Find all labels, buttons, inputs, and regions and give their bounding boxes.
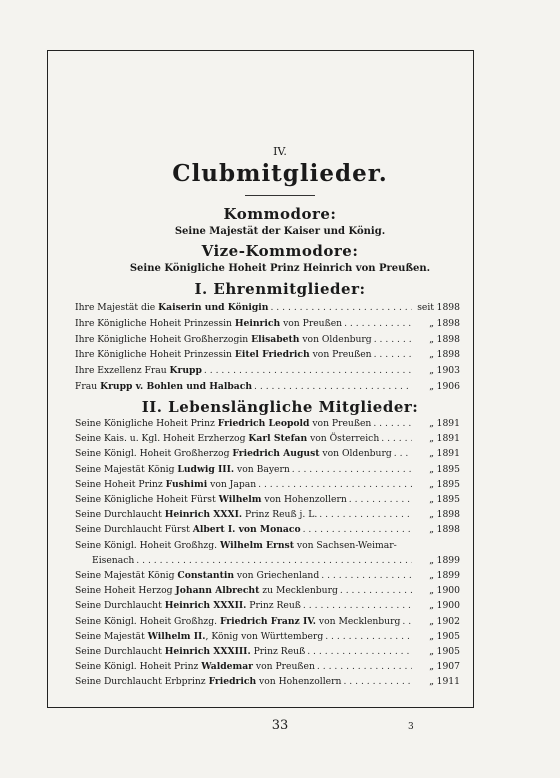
list-item: [75, 433, 460, 448]
member-name: Seine Königl. Hoheit Großhzg. Wilhelm Ernst von Sachsen-Weimar-: [75, 539, 397, 551]
ditto-mark: „: [429, 333, 434, 345]
leader-dots: [372, 334, 412, 345]
member-name-bold: Constantin: [177, 570, 235, 581]
list-item: [75, 365, 460, 380]
list-item: [75, 494, 460, 509]
member-name-bold: Heinrich XXXIII.: [164, 646, 251, 657]
member-name: Seine Durchlaucht Erbprinz Friedrich von Hohenzollern: [75, 676, 342, 688]
member-name: Seine Majestät Wilhelm II., König von Württemberg: [75, 630, 324, 642]
ditto-mark: „: [429, 433, 434, 445]
ditto-mark: „: [429, 349, 434, 361]
leader-dots: [268, 302, 412, 313]
ditto-mark: „: [429, 463, 434, 475]
member-year: 1905: [436, 630, 460, 642]
leader-dots: [305, 646, 412, 657]
member-year: 1911: [436, 676, 460, 688]
member-year: 1898: [436, 524, 460, 536]
leader-dots: [202, 365, 412, 376]
list-item: [75, 616, 460, 631]
member-name: Ihre Majestät die Kaiserin und Königin: [75, 302, 269, 313]
ditto-mark: „: [429, 365, 434, 377]
leader-dots: [256, 479, 412, 490]
member-name: Seine Majestät König Constantin von Griechenland: [75, 570, 320, 581]
member-name: Seine Hoheit Prinz Fushimi von Japan: [75, 478, 257, 490]
member-year: 1903: [436, 365, 460, 377]
leader-dots: [372, 349, 412, 360]
list-item: [75, 334, 460, 349]
member-year: 1895: [436, 478, 460, 490]
ehrenmitglieder-heading: I. Ehrenmitglieder:: [194, 280, 366, 298]
list-item: [75, 464, 460, 479]
member-name: Seine Majestät König Ludwig III. von Bayern: [75, 463, 290, 475]
leader-dots: [134, 555, 412, 566]
page-number: 33: [271, 718, 289, 733]
member-name-bold: Heinrich XXXII.: [164, 600, 247, 612]
member-year: 1899: [436, 554, 460, 566]
leader-dots: [347, 494, 412, 505]
member-name: Seine Durchlaucht Heinrich XXXIII. Prinz Reuß: [75, 646, 306, 657]
ditto-mark: „: [429, 585, 434, 597]
list-item: [75, 631, 460, 646]
leader-dots: [301, 524, 412, 535]
leader-dots: [400, 616, 412, 627]
member-name-bold: Elisabeth: [251, 333, 300, 345]
member-name: Seine Durchlaucht Heinrich XXXII. Prinz Reuß: [75, 600, 301, 612]
member-name-bold: Friedrich: [208, 676, 257, 688]
member-name-bold: Wilhelm II.: [147, 630, 206, 642]
ditto-mark: „: [429, 494, 434, 505]
member-name-bold: Eitel Friedrich: [234, 349, 310, 361]
list-item: [75, 418, 460, 433]
member-name-bold: Albert I. von Monaco: [192, 524, 301, 536]
member-name-bold: Friedrich August: [232, 448, 320, 460]
title-rule: [245, 195, 315, 196]
ditto-mark: „: [429, 676, 434, 688]
leader-dots: [338, 585, 412, 596]
member-year: 1900: [436, 600, 460, 612]
ditto-mark: „: [429, 418, 434, 429]
page-title: Clubmitglieder.: [172, 160, 388, 187]
member-year: 1891: [436, 433, 460, 445]
list-item: [75, 570, 460, 585]
member-name: Frau Krupp v. Bohlen und Halbach: [75, 381, 253, 392]
list-item: [75, 646, 460, 661]
list-item: [75, 661, 460, 676]
member-name: Seine Königl. Hoheit Prinz Waldemar von Preußen: [75, 661, 315, 673]
member-name: Seine Durchlaucht Heinrich XXXI. Prinz Reuß j. L.: [75, 509, 318, 521]
member-year: 1905: [436, 646, 460, 657]
member-year: 1898: [436, 302, 460, 313]
leader-dots: [342, 318, 412, 329]
vize-kommodore-text: Seine Königliche Hoheit Prinz Heinrich von Preußen.: [129, 263, 431, 274]
member-year: 1891: [436, 418, 460, 429]
member-name: Seine Durchlaucht Fürst Albert I. von Monaco: [75, 524, 301, 536]
ditto-mark: „: [429, 646, 434, 657]
member-year: 1895: [436, 494, 460, 505]
member-name: Seine Königliche Hoheit Prinz Friedrich Leopold von Preußen: [75, 418, 372, 429]
member-name-bold: Kaiserin und Königin: [158, 302, 269, 313]
member-name-bold: Friedrich Franz IV.: [219, 615, 316, 627]
member-name-bold: Fushimi: [165, 478, 208, 490]
leader-dots: [319, 570, 412, 581]
member-year: 1899: [436, 570, 460, 581]
leader-dots: [252, 381, 412, 392]
member-year: 1895: [436, 463, 460, 475]
member-name: Seine Kais. u. Kgl. Hoheit Erzherzog Karl Stefan von Österreich: [75, 433, 380, 445]
signature-mark: 3: [408, 722, 414, 732]
member-name: Ihre Exzellenz Frau Krupp: [75, 365, 202, 377]
list-item: [75, 676, 460, 691]
ditto-mark: seit: [417, 302, 434, 313]
member-year: 1900: [436, 585, 460, 597]
member-name: Eisenach: [92, 554, 135, 566]
list-item: [75, 540, 460, 555]
leader-dots: [392, 448, 412, 459]
member-name-bold: Heinrich: [234, 317, 281, 329]
kommodore-heading: Kommodore:: [223, 205, 337, 223]
member-name-bold: Waldemar: [201, 661, 253, 673]
list-item: [75, 349, 460, 364]
ditto-mark: „: [429, 381, 434, 392]
member-year: 1907: [436, 661, 460, 673]
member-name-bold: Johann Albrecht: [175, 585, 260, 597]
list-item: [75, 509, 460, 524]
member-name: Seine Königl. Hoheit Großherzog Friedrich August von Oldenburg: [75, 448, 392, 460]
ditto-mark: „: [429, 570, 434, 581]
member-name: Seine Hoheit Herzog Johann Albrecht zu Mecklenburg: [75, 585, 338, 597]
leader-dots: [371, 418, 412, 429]
leader-dots: [317, 509, 412, 520]
member-year: 1898: [436, 509, 460, 521]
ditto-mark: „: [429, 615, 434, 627]
list-item: [75, 381, 460, 396]
member-name: Ihre Königliche Hoheit Großherzogin Elisabeth von Oldenburg: [75, 333, 372, 345]
member-year: 1898: [436, 317, 460, 329]
list-item: [75, 524, 460, 539]
leader-dots: [290, 464, 412, 475]
ditto-mark: „: [429, 661, 434, 673]
list-item: [75, 479, 460, 494]
member-name: Seine Königliche Hoheit Fürst Wilhelm von Hohenzollern: [75, 494, 347, 505]
section-numeral: IV.: [273, 145, 287, 158]
leader-dots: [323, 631, 412, 642]
member-name-bold: Heinrich XXXI.: [164, 509, 243, 521]
member-year: 1898: [436, 349, 460, 361]
member-year: 1898: [436, 333, 460, 345]
member-name: Ihre Königliche Hoheit Prinzessin Eitel Friedrich von Preußen: [75, 349, 372, 361]
leader-dots: [379, 433, 412, 444]
leader-dots: [315, 661, 412, 672]
member-name-bold: Krupp v. Bohlen und Halbach: [100, 381, 253, 392]
member-year: 1891: [436, 448, 460, 460]
member-name-bold: Krupp: [169, 365, 202, 377]
member-year: 1902: [436, 615, 460, 627]
member-year: 1906: [436, 381, 460, 392]
member-name: Ihre Königliche Hoheit Prinzessin Heinrich von Preußen: [75, 317, 343, 329]
list-item: [92, 555, 460, 570]
kommodore-text: Seine Majestät der Kaiser und König.: [174, 226, 386, 237]
list-item: [75, 302, 460, 317]
ditto-mark: „: [429, 600, 434, 612]
list-item: [75, 600, 460, 615]
member-name: Seine Königl. Hoheit Großhzg. Friedrich Franz IV. von Mecklenburg: [75, 615, 401, 627]
list-item: [75, 448, 460, 463]
ditto-mark: „: [429, 509, 434, 521]
ditto-mark: „: [429, 554, 434, 566]
ditto-mark: „: [429, 448, 434, 460]
leader-dots: [341, 676, 412, 687]
member-name-bold: Karl Stefan: [248, 433, 308, 445]
lebensmitglieder-heading: II. Lebenslängliche Mitglieder:: [141, 398, 419, 416]
ditto-mark: „: [429, 317, 434, 329]
list-item: [75, 318, 460, 333]
member-name-bold: Ludwig III.: [177, 463, 235, 475]
member-name-bold: Wilhelm Ernst: [219, 539, 294, 551]
ditto-mark: „: [429, 478, 434, 490]
member-name-bold: Friedrich Leopold: [217, 418, 310, 429]
vize-kommodore-heading: Vize-Kommodore:: [201, 242, 359, 260]
ditto-mark: „: [429, 630, 434, 642]
leader-dots: [301, 600, 412, 611]
ditto-mark: „: [429, 524, 434, 536]
list-item: [75, 585, 460, 600]
member-name-bold: Wilhelm: [218, 494, 262, 505]
